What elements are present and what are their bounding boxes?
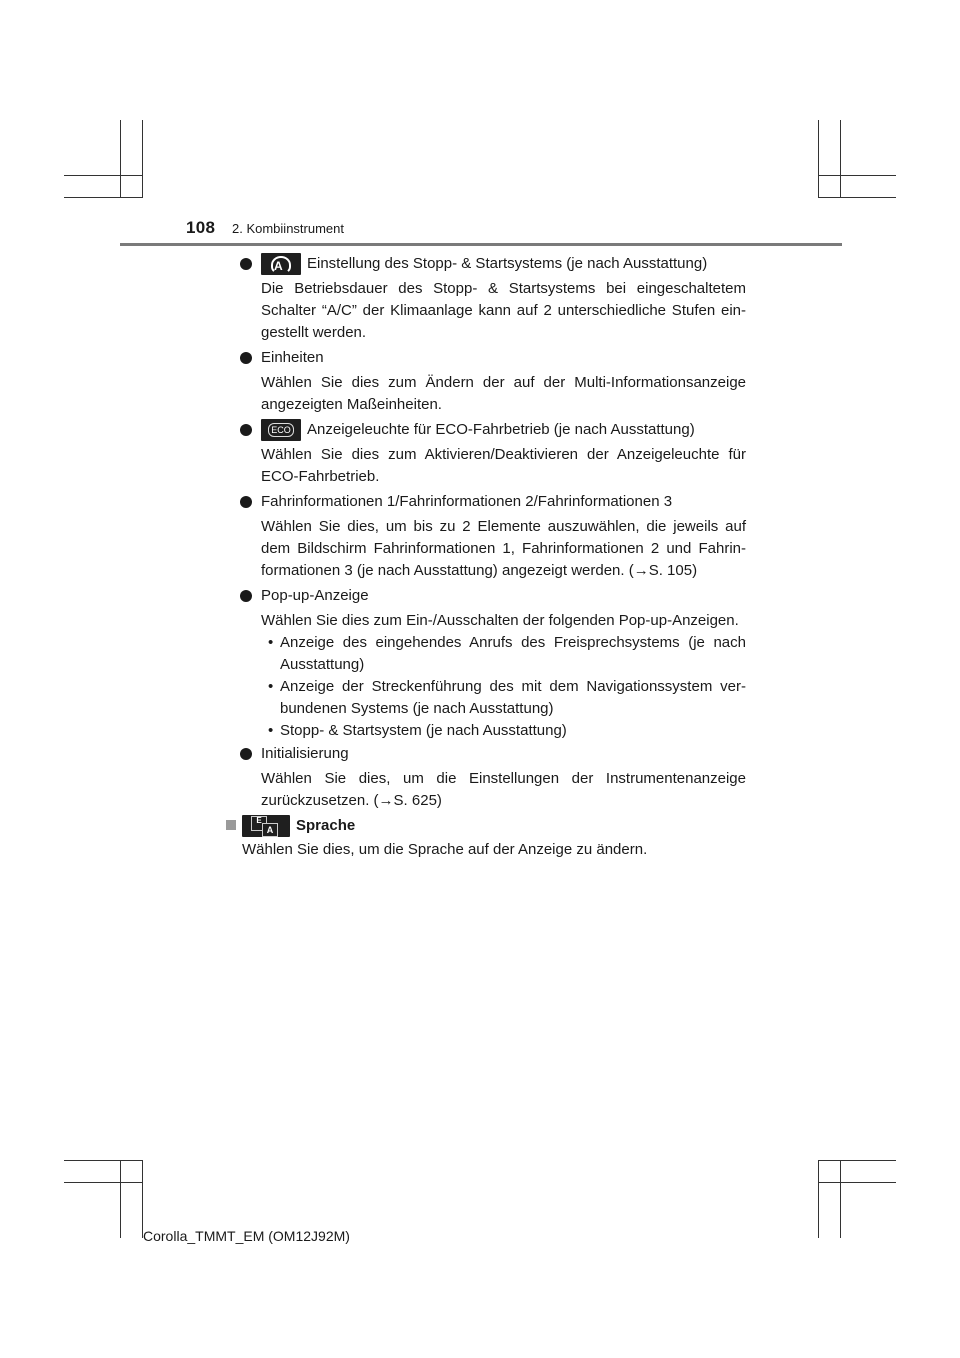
item-description-text: Wählen Sie dies, um bis zu 2 Elemente auszuwählen, die jeweils auf dem Bildschirm Fahrinformationen 1, Fahrinformationen 2 und Fahrin-formationen 3 (je nach Ausstattung) angezeigt werden. (→S. 105) (261, 518, 746, 580)
eco-icon-label: ECO (268, 423, 294, 437)
item-description-text: Wählen Sie dies zum Ein-/Ausschalten der folgenden Pop-up-Anzeigen. (261, 612, 739, 630)
sub-list-item (261, 632, 746, 676)
document-id: Corolla_TMMT_EM (OM12J92M) (143, 1228, 350, 1244)
item-title: Einstellung des Stopp- & Startsystems (je nach Ausstattung) (307, 255, 708, 272)
language-icon-letter: E (251, 816, 267, 831)
bullet-icon (240, 748, 252, 760)
sub-bullet-icon: • (268, 634, 274, 652)
crop-mark (64, 1160, 142, 1161)
crop-mark (818, 1160, 819, 1238)
crop-mark (840, 1160, 841, 1238)
item-description (232, 768, 746, 812)
item-description (232, 610, 746, 632)
section-heading (232, 815, 746, 837)
bullet-icon (240, 424, 252, 436)
crop-mark (818, 197, 896, 198)
section-title-text: Sprache (296, 817, 356, 835)
item-description (232, 444, 746, 488)
item-title: Pop-up-Anzeige (261, 587, 369, 605)
sub-list-item-text: Anzeige der Streckenführung des mit dem Navigationssystem ver-bundenen Systems (je nach Ausstattung) (280, 678, 746, 718)
crop-mark (818, 120, 819, 198)
crop-mark (64, 175, 142, 176)
crop-mark (818, 1182, 896, 1183)
item-title: Anzeigeleuchte für ECO-Fahrbetrieb (je nach Ausstattung) (307, 421, 695, 439)
section-marker-icon (226, 820, 236, 830)
item-description (232, 278, 746, 344)
sub-list-item (261, 720, 746, 742)
list-item (232, 347, 746, 369)
page-number: 108 (186, 218, 216, 237)
sub-bullet-icon: • (268, 722, 274, 740)
crop-mark (64, 1182, 142, 1183)
list-item (232, 743, 746, 765)
list-item (232, 585, 746, 607)
sub-list (232, 632, 746, 742)
sub-list-item-text: Anzeige des eingehendes Anrufs des Freisprechsystems (je nach Ausstattung) (280, 634, 746, 674)
crop-mark (840, 120, 841, 198)
eco-indicator-icon (261, 419, 301, 441)
item-description (232, 372, 746, 416)
sub-list-item (261, 676, 746, 720)
item-description-text: Die Betriebsdauer des Stopp- & Startsystems bei eingeschaltetem Schalter “A/C” der Klimaanlage kann auf 2 unterschiedliche Stufen ein-gestellt werden. (261, 280, 746, 342)
item-description (232, 516, 746, 582)
bullet-icon (240, 258, 252, 270)
item-title: Einheiten (261, 349, 324, 367)
list-item (232, 491, 746, 513)
sub-list-item-text: Stopp- & Startsystem (je nach Ausstattung) (280, 722, 567, 740)
page-content (232, 252, 746, 861)
language-icon-letter: A (262, 823, 278, 837)
list-item (232, 419, 746, 441)
crop-mark (142, 120, 143, 198)
section-title: 2. Kombiinstrument (232, 221, 344, 236)
item-description-text: Wählen Sie dies zum Aktivieren/Deaktivieren der Anzeigeleuchte für ECO-Fahrbetrieb. (261, 446, 746, 486)
item-description-text: Wählen Sie dies, um die Einstellungen der Instrumentenanzeige zurückzusetzen. (→S. 625) (261, 770, 746, 810)
crop-mark (120, 120, 121, 198)
bullet-icon (240, 352, 252, 364)
sub-bullet-icon: • (268, 678, 274, 696)
section-description: Wählen Sie dies, um die Sprache auf der Anzeige zu ändern. (242, 841, 648, 859)
bullet-icon (240, 590, 252, 602)
crop-mark (818, 1160, 896, 1161)
language-icon (242, 815, 290, 837)
crop-mark (142, 1160, 143, 1238)
item-title: Initialisierung (261, 745, 349, 763)
item-description-text: Wählen Sie dies zum Ändern der auf der Multi-Informationsanzeige angezeigten Maßeinheiten. (261, 374, 746, 414)
list-item (232, 253, 746, 275)
stop-start-icon (261, 253, 301, 275)
crop-mark (120, 1160, 121, 1238)
item-title: Fahrinformationen 1/Fahrinformationen 2/Fahrinformationen 3 (261, 493, 673, 511)
crop-mark (818, 175, 896, 176)
header-rule (120, 243, 842, 246)
crop-mark (64, 197, 142, 198)
bullet-icon (240, 496, 252, 508)
